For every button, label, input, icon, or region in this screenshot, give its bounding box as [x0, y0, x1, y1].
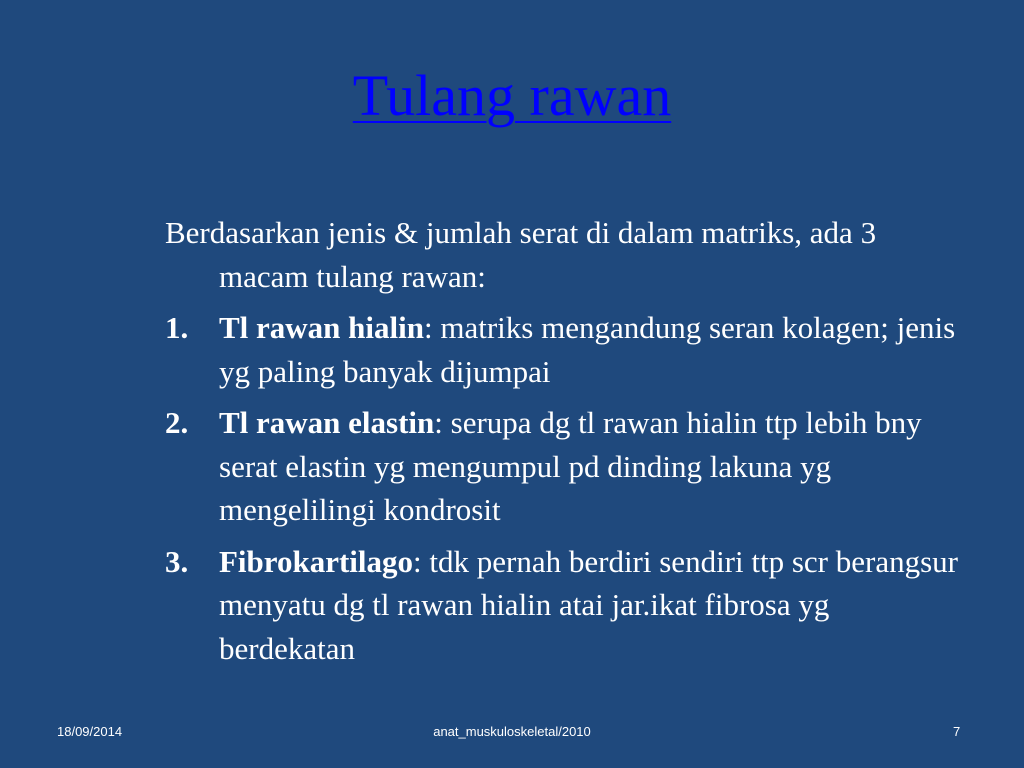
list-item-elastin	[165, 401, 965, 532]
slide-title-link[interactable]: Tulang rawan	[352, 63, 672, 128]
list-item-body	[219, 401, 965, 532]
list-item-term: Tl rawan elastin	[219, 405, 435, 440]
list-item-hialin	[165, 306, 965, 393]
slide-content	[165, 211, 965, 678]
intro-paragraph: Berdasarkan jenis & jumlah serat di dalam matriks, ada 3 macam tulang rawan:	[165, 215, 877, 294]
footer-date: 18/09/2014	[57, 724, 123, 739]
list-item-text: : serupa dg tl rawan hialin ttp lebih bny serat elastin yg mengumpul pd dinding lakuna yg mengelilingi kondrosit	[219, 405, 922, 527]
footer-source: anat_muskuloskeletal/2010	[433, 724, 591, 739]
list-item-body	[219, 306, 965, 393]
list-item-text: : tdk pernah berdiri sendiri ttp scr berangsur menyatu dg tl rawan hialin atai jar.ikat fibrosa yg berdekatan	[219, 543, 958, 666]
list-item-term: Fibrokartilago	[219, 543, 414, 579]
list-item-term: Tl rawan hialin	[219, 310, 424, 345]
list-item-body	[219, 540, 965, 671]
list-item-number: 1.	[165, 310, 189, 345]
list-item-number: 3.	[165, 543, 189, 579]
list-item-text: : matriks mengandung seran kolagen; jenis yg paling banyak dijumpai	[219, 310, 956, 389]
list-item-number: 2.	[165, 405, 189, 440]
list-item-fibrokartilago	[165, 540, 965, 671]
footer-page-number: 7	[953, 724, 961, 739]
